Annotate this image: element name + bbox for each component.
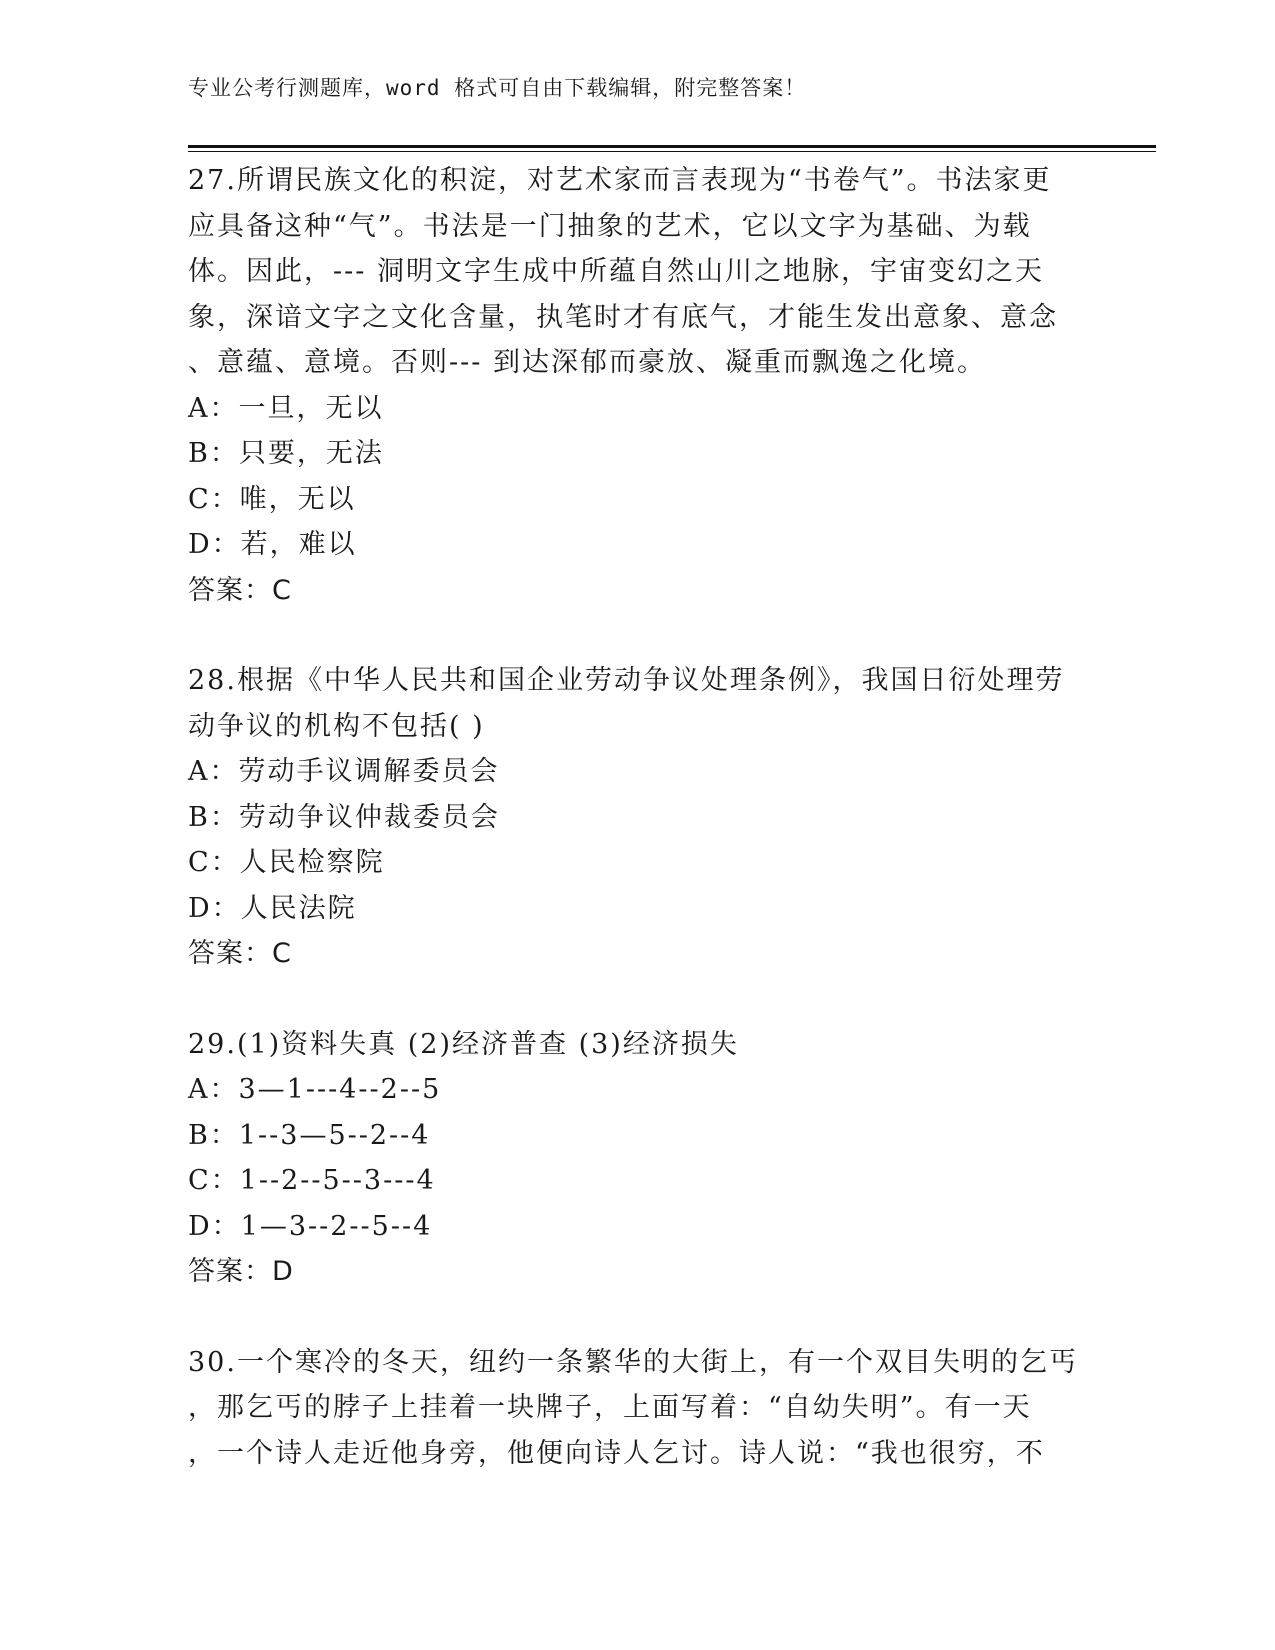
header-divider-thin (188, 151, 1156, 152)
question-spacer (188, 1295, 1118, 1340)
answer-line: 答案：D (188, 1256, 294, 1287)
question-30 (188, 1340, 1118, 1477)
page-header: 专业公考行测题库，word 格式可自由下载编辑，附完整答案！ (188, 76, 807, 100)
option-d: D：若，难以 (188, 529, 357, 560)
question-28 (188, 658, 1118, 977)
option-b: B：1--3—5--2--4 (188, 1119, 431, 1151)
question-stem-line: 28.根据《中华人民共和国企业劳动争议处理条例》，我国日衍处理劳 (188, 665, 1065, 696)
question-stem-line: ，一个诗人走近他身旁，他便向诗人乞讨。诗人说：“我也很穷，不 (188, 1437, 1045, 1469)
answer-line: 答案：C (188, 574, 292, 606)
option-c: C：1--2--5--3---4 (188, 1165, 436, 1196)
option-b: B：只要，无法 (188, 438, 384, 469)
question-spacer (188, 613, 1118, 658)
answer-line: 答案：C (188, 938, 292, 969)
question-27 (188, 158, 1118, 613)
header-divider-thick (188, 145, 1156, 148)
question-stem-line: 30.一个寒冷的冬天，纽约一条繁华的大街上，有一个双目失明的乞丐 (188, 1346, 1078, 1378)
question-stem-line: 象，深谙文字之文化含量，执笔时才有底气，才能生发出意象、意念 (188, 301, 1058, 333)
question-stem-line: ，那乞丐的脖子上挂着一块牌子，上面写着：“自幼失明”。有一天 (188, 1392, 1032, 1423)
option-b: B：劳动争议仲裁委员会 (188, 801, 500, 833)
question-29 (188, 1022, 1118, 1295)
option-a: A：3—1---4--2--5 (188, 1074, 442, 1105)
question-spacer (188, 977, 1118, 1022)
question-stem-line: 动争议的机构不包括( ) (188, 710, 485, 742)
question-stem-line: 27.所谓民族文化的积淀，对艺术家而言表现为“书卷气”。书法家更 (188, 165, 1052, 196)
option-a: A：劳动手议调解委员会 (188, 756, 500, 787)
question-stem-line: 体。因此，--- 洞明文字生成中所蕴自然山川之地脉，宇宙变幻之天 (188, 256, 1044, 287)
option-a: A：一旦，无以 (188, 392, 384, 424)
question-stem-line: 应具备这种“气”。书法是一门抽象的艺术，它以文字为基础、为载 (188, 210, 1032, 242)
option-d: D：人民法院 (188, 892, 357, 924)
option-d: D：1—3--2--5--4 (188, 1210, 433, 1242)
question-stem-line: 、意蕴、意境。否则--- 到达深郁而豪放、凝重而飘逸之化境。 (188, 347, 986, 378)
question-list (188, 158, 1118, 1476)
option-c: C：唯，无以 (188, 483, 356, 515)
option-c: C：人民检察院 (188, 847, 385, 878)
question-stem-line: 29.(1)资料失真 (2)经济普查 (3)经济损失 (188, 1028, 739, 1060)
